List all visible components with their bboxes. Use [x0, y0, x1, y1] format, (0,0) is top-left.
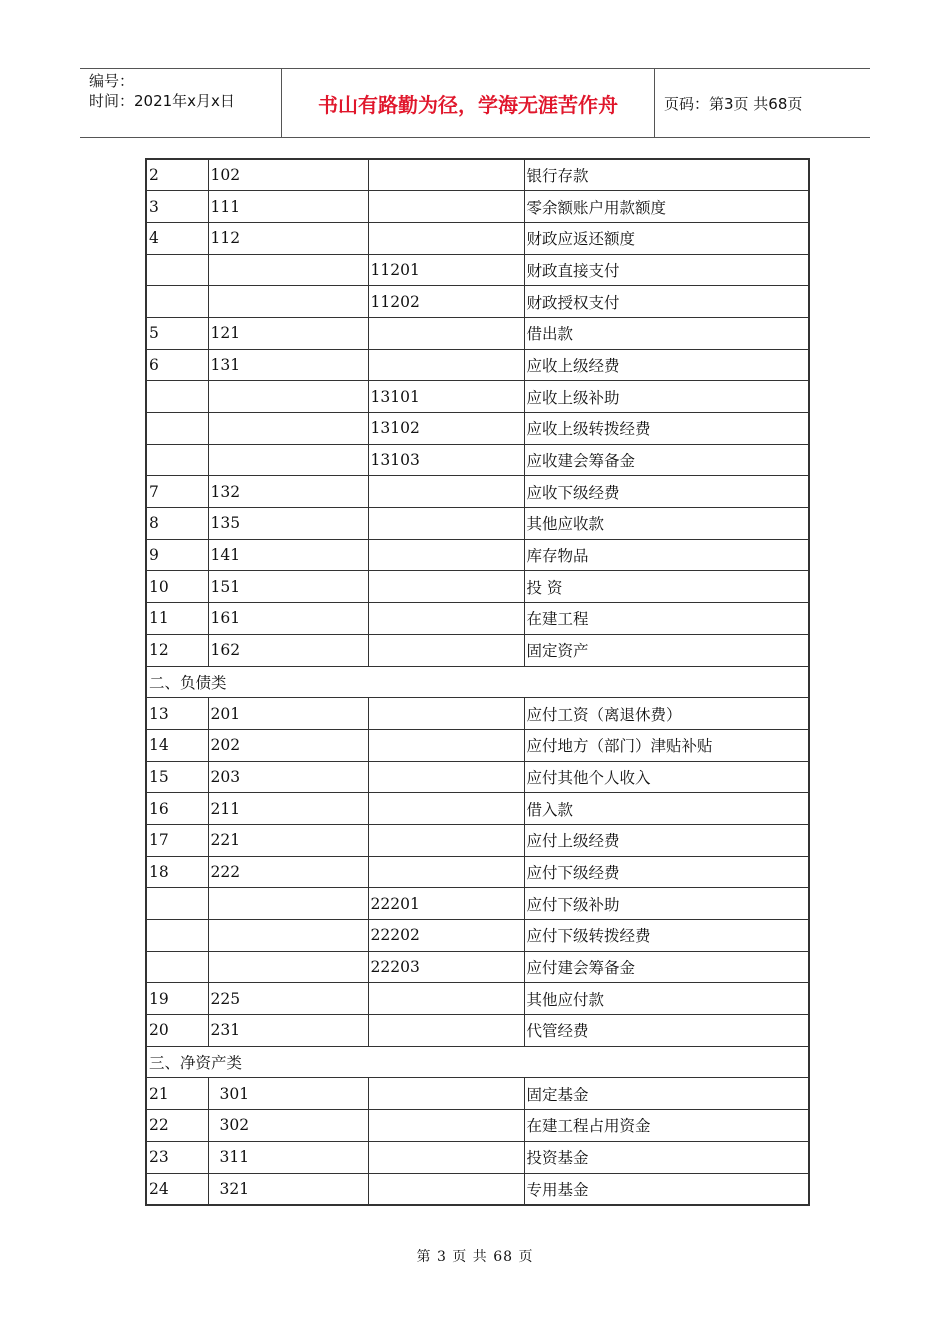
sub-account-code-cell [368, 793, 524, 825]
account-name-cell: 财政直接支付 [524, 254, 809, 286]
account-name-cell: 应付下级补助 [524, 888, 809, 920]
account-name-cell: 专用基金 [524, 1173, 809, 1205]
row-number-cell [146, 951, 208, 983]
row-number-cell: 4 [146, 222, 208, 254]
account-code-cell: 135 [208, 508, 368, 540]
sub-account-code-cell [368, 349, 524, 381]
sub-account-code-cell [368, 1015, 524, 1047]
sub-account-code-cell: 22202 [368, 920, 524, 952]
account-code-cell [208, 444, 368, 476]
account-name-cell: 其他应付款 [524, 983, 809, 1015]
account-name-cell: 借入款 [524, 793, 809, 825]
account-code-cell: 161 [208, 603, 368, 635]
table-row [146, 729, 809, 761]
account-name-cell: 应收上级经费 [524, 349, 809, 381]
sub-account-code-cell [368, 159, 524, 191]
table-row [146, 698, 809, 730]
row-number-cell: 9 [146, 539, 208, 571]
table-row [146, 286, 809, 318]
account-name-cell: 投资基金 [524, 1141, 809, 1173]
header-divider [654, 69, 655, 137]
table-row [146, 888, 809, 920]
account-code-cell: 302 [208, 1110, 368, 1142]
row-number-cell [146, 444, 208, 476]
table-row [146, 571, 809, 603]
row-number-cell: 21 [146, 1078, 208, 1110]
account-code-cell [208, 951, 368, 983]
row-number-cell: 22 [146, 1110, 208, 1142]
account-name-cell: 在建工程 [524, 603, 809, 635]
account-code-cell: 121 [208, 317, 368, 349]
table-row [146, 793, 809, 825]
section-title: 三、净资产类 [146, 1046, 809, 1078]
account-code-cell: 203 [208, 761, 368, 793]
account-name-cell: 固定基金 [524, 1078, 809, 1110]
row-number-cell: 15 [146, 761, 208, 793]
account-name-cell: 其他应收款 [524, 508, 809, 540]
account-name-cell: 应付其他个人收入 [524, 761, 809, 793]
row-number-cell [146, 254, 208, 286]
account-code-cell: 201 [208, 698, 368, 730]
sub-account-code-cell: 22201 [368, 888, 524, 920]
sub-account-code-cell: 22203 [368, 951, 524, 983]
table-row [146, 444, 809, 476]
row-number-cell: 16 [146, 793, 208, 825]
account-code-cell: 301 [208, 1078, 368, 1110]
table-row [146, 1078, 809, 1110]
account-code-cell: 132 [208, 476, 368, 508]
row-number-cell: 5 [146, 317, 208, 349]
account-name-cell: 应付工资（离退休费） [524, 698, 809, 730]
table-row [146, 254, 809, 286]
account-name-cell: 应收上级补助 [524, 381, 809, 413]
sub-account-code-cell [368, 634, 524, 666]
account-code-cell: 111 [208, 191, 368, 223]
account-code-cell [208, 888, 368, 920]
sub-account-code-cell [368, 571, 524, 603]
page-footer: 第 3 页 共 68 页 [416, 1249, 534, 1265]
sub-account-code-cell [368, 508, 524, 540]
account-name-cell: 固定资产 [524, 634, 809, 666]
sub-account-code-cell [368, 191, 524, 223]
table-row [146, 508, 809, 540]
account-name-cell: 零余额账户用款额度 [524, 191, 809, 223]
account-name-cell: 财政授权支付 [524, 286, 809, 318]
table-row [146, 983, 809, 1015]
account-name-cell: 应收下级经费 [524, 476, 809, 508]
sub-account-code-cell [368, 698, 524, 730]
account-name-cell: 投 资 [524, 571, 809, 603]
table-row [146, 1141, 809, 1173]
sub-account-code-cell [368, 761, 524, 793]
accounts-table [145, 158, 810, 1206]
account-code-cell: 225 [208, 983, 368, 1015]
account-code-cell: 112 [208, 222, 368, 254]
table-row [146, 920, 809, 952]
account-code-cell: 231 [208, 1015, 368, 1047]
table-row [146, 317, 809, 349]
account-code-cell [208, 413, 368, 445]
sub-account-code-cell: 13101 [368, 381, 524, 413]
row-number-cell [146, 381, 208, 413]
table-row [146, 761, 809, 793]
table-row [146, 634, 809, 666]
account-code-cell: 151 [208, 571, 368, 603]
sub-account-code-cell [368, 1141, 524, 1173]
row-number-cell: 13 [146, 698, 208, 730]
account-code-cell: 311 [208, 1141, 368, 1173]
sub-account-code-cell: 13102 [368, 413, 524, 445]
row-number-cell [146, 286, 208, 318]
row-number-cell: 18 [146, 856, 208, 888]
account-code-cell: 102 [208, 159, 368, 191]
sub-account-code-cell: 13103 [368, 444, 524, 476]
row-number-cell: 20 [146, 1015, 208, 1047]
table-row [146, 1015, 809, 1047]
account-name-cell: 应付地方（部门）津贴补贴 [524, 729, 809, 761]
table-row [146, 413, 809, 445]
table-row [146, 349, 809, 381]
row-number-cell: 11 [146, 603, 208, 635]
account-name-cell: 借出款 [524, 317, 809, 349]
document-number-label: 编号： [89, 72, 135, 90]
table-section-row [146, 1046, 809, 1078]
section-title: 二、负债类 [146, 666, 809, 698]
account-name-cell: 应付下级转拨经费 [524, 920, 809, 952]
row-number-cell: 10 [146, 571, 208, 603]
account-name-cell: 财政应返还额度 [524, 222, 809, 254]
account-code-cell: 221 [208, 824, 368, 856]
table-section-row [146, 666, 809, 698]
account-name-cell: 应付建会筹备金 [524, 951, 809, 983]
table-row [146, 539, 809, 571]
page-header [80, 68, 870, 138]
account-name-cell: 应收上级转拨经费 [524, 413, 809, 445]
account-code-cell [208, 381, 368, 413]
table-row [146, 222, 809, 254]
sub-account-code-cell [368, 476, 524, 508]
account-code-cell: 141 [208, 539, 368, 571]
table-row [146, 476, 809, 508]
sub-account-code-cell [368, 729, 524, 761]
header-motto: 书山有路勤为径，学海无涯苦作舟 [318, 92, 618, 117]
account-name-cell: 库存物品 [524, 539, 809, 571]
account-code-cell: 131 [208, 349, 368, 381]
sub-account-code-cell [368, 222, 524, 254]
account-code-cell [208, 286, 368, 318]
row-number-cell: 3 [146, 191, 208, 223]
table-row [146, 951, 809, 983]
table-row [146, 1173, 809, 1205]
account-name-cell: 代管经费 [524, 1015, 809, 1047]
account-name-cell: 应收建会筹备金 [524, 444, 809, 476]
sub-account-code-cell [368, 539, 524, 571]
account-name-cell: 在建工程占用资金 [524, 1110, 809, 1142]
account-name-cell: 应付上级经费 [524, 824, 809, 856]
sub-account-code-cell [368, 983, 524, 1015]
table-row [146, 856, 809, 888]
table-row [146, 824, 809, 856]
sub-account-code-cell [368, 856, 524, 888]
row-number-cell: 19 [146, 983, 208, 1015]
sub-account-code-cell: 11202 [368, 286, 524, 318]
row-number-cell: 12 [146, 634, 208, 666]
row-number-cell: 8 [146, 508, 208, 540]
row-number-cell: 14 [146, 729, 208, 761]
sub-account-code-cell [368, 1110, 524, 1142]
sub-account-code-cell [368, 1078, 524, 1110]
sub-account-code-cell [368, 824, 524, 856]
table-row [146, 191, 809, 223]
document-date-label: 时间：2021年x月x日 [89, 92, 235, 110]
account-code-cell: 162 [208, 634, 368, 666]
account-name-cell: 银行存款 [524, 159, 809, 191]
account-code-cell [208, 920, 368, 952]
row-number-cell: 2 [146, 159, 208, 191]
row-number-cell: 17 [146, 824, 208, 856]
account-code-cell: 321 [208, 1173, 368, 1205]
table-row [146, 603, 809, 635]
account-code-cell: 211 [208, 793, 368, 825]
account-code-cell [208, 254, 368, 286]
row-number-cell: 23 [146, 1141, 208, 1173]
sub-account-code-cell [368, 603, 524, 635]
header-meta [80, 69, 280, 137]
sub-account-code-cell [368, 317, 524, 349]
account-code-cell: 222 [208, 856, 368, 888]
table-row [146, 381, 809, 413]
sub-account-code-cell: 11201 [368, 254, 524, 286]
header-page-number: 页码：第3页 共68页 [664, 95, 803, 113]
row-number-cell: 6 [146, 349, 208, 381]
table-row [146, 159, 809, 191]
row-number-cell [146, 888, 208, 920]
row-number-cell [146, 413, 208, 445]
row-number-cell: 24 [146, 1173, 208, 1205]
row-number-cell: 7 [146, 476, 208, 508]
account-name-cell: 应付下级经费 [524, 856, 809, 888]
table-row [146, 1110, 809, 1142]
account-code-cell: 202 [208, 729, 368, 761]
row-number-cell [146, 920, 208, 952]
sub-account-code-cell [368, 1173, 524, 1205]
